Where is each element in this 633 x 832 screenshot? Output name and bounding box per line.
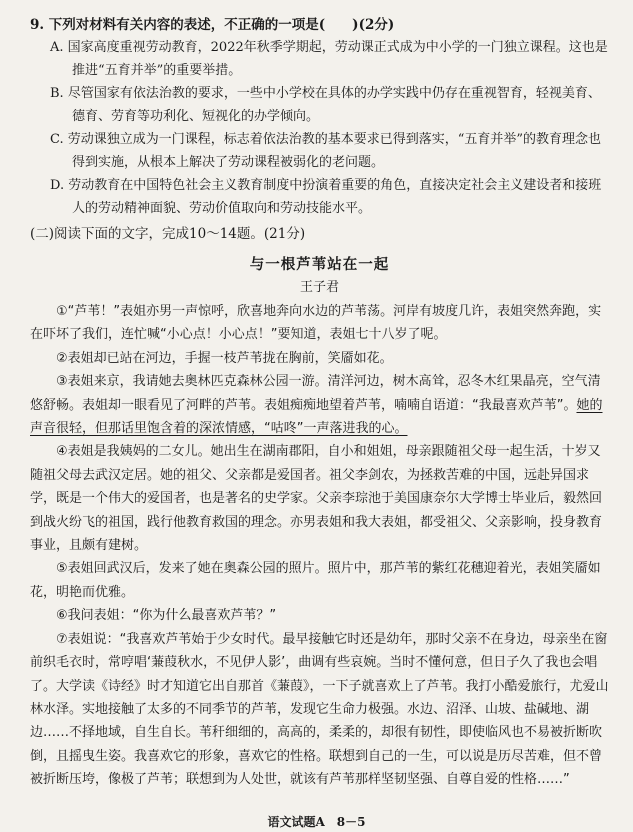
article-title: 与一根芦苇站在一起 (249, 256, 390, 273)
paragraph-7: ⑦表姐说：“我喜欢芦苇始于少女时代。最早接触它时还是幼年，那时父亲不在身边，母亲坐在窗前织毛衣时，常哼唱‘蒹葭秋水，不见伊人影’，曲调有些哀婉。当时不懂何意，但日子久了我也会唱了。大学读《诗经》时才知道它出自那首《蒹葭》，一下子就喜欢上了芦苇。我打小酷爱旅行，尤爱山林水泽。实地接触了太多的不同季节的芦苇，发现它生命力极强。水边、沼泽、山坡、盐碱地、湖边……不择地域，自生自长。苇秆细细的，高高的，柔柔的，却很有韧性，即使临风也不易被折断吹倒，且摇曳生姿。我喜欢它的形象，喜欢它的性格。联想到自己的一生，可以说是历尽苦难，但不曾被折断压垮，像极了芦苇；联想到为人处世，就该有芦苇那样坚韧坚强、自尊自爱的性格……” (30, 631, 609, 788)
section-heading: (二)阅读下面的文字，完成10～14题。(21分) (30, 226, 306, 242)
paragraph-3-underlined-sentence: 她的声音很轻，但那话里饱含着的深浓情感，“咕咚”一声落进我的心。 (30, 397, 603, 437)
option-d: D. 劳动教育在中国特色社会主义教育制度中扮演着重要的角色，直接决定社会主义建设者和接班人的劳动精神面貌、劳动价值取向和劳动技能水平。 (50, 178, 602, 216)
article-author: 王子君 (299, 280, 339, 295)
question-9-options (30, 36, 609, 220)
paragraph-1: ①“芦苇！”表姐亦男一声惊呼，欣喜地奔向水边的芦苇荡。河岸有坡度几许，表姐突然奔跑，实在吓坏了我们，连忙喊“小心点！小心点！”要知道，表姐七十八岁了呢。 (30, 304, 602, 343)
paragraph-3 (30, 370, 609, 440)
option-b: B. 尽管国家有依法治教的要求，一些中小学校在具体的办学实践中仍存在重视智育，轻视美育、德育、劳育等功利化、短视化的办学倾向。 (50, 86, 601, 124)
paragraph-2: ②表姐却已站在河边，手握一枝芦苇拢在胸前，笑靥如花。 (56, 350, 393, 366)
question-9-stem: 9. 下列对材料有关内容的表述，不正确的一项是( )(2分) (30, 17, 395, 33)
paragraph-6: ⑥我问表姐：“你为什么最喜欢芦苇？” (56, 608, 277, 624)
paragraph-5: ⑤表姐回武汉后，发来了她在奥森公园的照片。照片中，那芦苇的紫红花穗迎着光，表姐笑靥如花，明艳而优雅。 (30, 561, 601, 600)
paragraph-3-text: ③表姐来京，我请她去奥林匹克森林公园一游。清洋河边，树木高耸，忍冬木红果晶亮，空气清悠舒畅。表姐却一眼看见了河畔的芦苇。表姐痴痴地望着芦苇，喃喃自语道：“我最喜欢芦苇”。 (30, 374, 601, 413)
option-a: A. 国家高度重视劳动教育，2022年秋季学期起，劳动课正式成为中小学的一门独立课程。这也是推进“五育并举”的重要举措。 (50, 40, 608, 78)
page-footer: 语文试题A 8－5 (267, 815, 366, 829)
paragraph-4: ④表姐是我姨妈的二女儿。她出生在湖南郡阳，自小和姐姐，母亲跟随祖父母一起生活，十岁又随祖父母去武汉定居。她的祖父、父亲都是爱国者。祖父李剑农，为拯救苦难的中国，远赴异国求学，既是一个伟大的爱国者，也是著名的史学家。父亲李琮池于美国康奈尔大学博士毕业后，毅然回到战火纷飞的祖国，践行他教育救国的理念。亦男表姐和我大表姐，都受祖父、父亲影响，投身教育事业，且颇有建树。 (30, 444, 603, 554)
option-c: C. 劳动课独立成为一门课程，标志着依法治教的基本要求已得到落实，“五育并举”的教育理念也得到实施，从根本上解决了劳动课程被弱化的老问题。 (50, 132, 602, 170)
